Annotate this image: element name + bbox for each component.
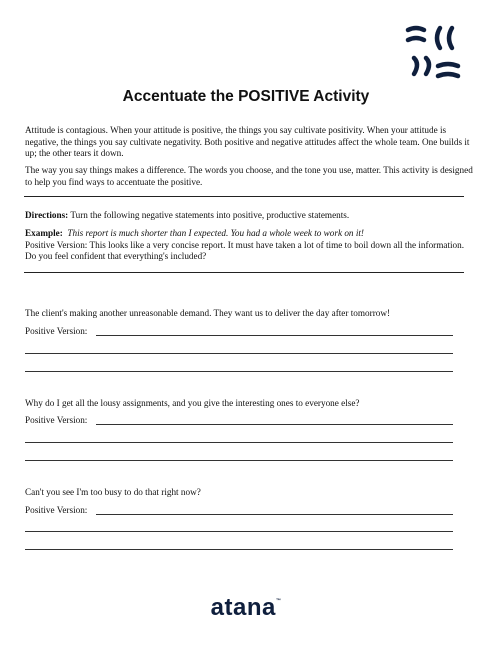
answer-line[interactable] xyxy=(96,335,453,336)
atana-logo-mark-icon xyxy=(404,22,464,82)
brand-name: atana xyxy=(210,594,276,621)
page-title: Accentuate the POSITIVE Activity xyxy=(122,88,370,105)
answer-line[interactable] xyxy=(96,514,453,515)
answer-line[interactable] xyxy=(25,371,453,372)
positive-version-label: Positive Version: xyxy=(25,415,88,425)
answer-line[interactable] xyxy=(25,549,453,550)
example-block xyxy=(25,228,473,263)
positive-version-label: Positive Version: xyxy=(25,326,88,336)
atana-wordmark xyxy=(0,594,492,622)
example-quote: This report is much shorter than I expected. You had a whole week to work on it! xyxy=(67,228,364,238)
example-label: Example: xyxy=(25,228,63,238)
question-prompt: Why do I get all the lousy assignments, and you give the interesting ones to everyone else? xyxy=(25,398,360,408)
directions-label: Directions: xyxy=(25,210,69,220)
intro-paragraph-2: The way you say things makes a difference. The words you choose, and the tone you use, matter. This activity is designed to help you find ways to accentuate the positive. xyxy=(25,165,473,187)
divider xyxy=(24,272,464,273)
example-positive: Positive Version: This looks like a very concise report. It must have taken a lot of time to boil down all the information. Do you feel confident that everything's included? xyxy=(25,239,465,262)
question-prompt: The client's making another unreasonable demand. They want us to deliver the day after tomorrow! xyxy=(25,308,391,318)
divider xyxy=(24,196,464,197)
directions-text: Turn the following negative statements into positive, productive statements. xyxy=(68,210,350,220)
answer-line[interactable] xyxy=(96,424,453,425)
intro-paragraph-1: Attitude is contagious. When your attitude is positive, the things you say cultivate positivity. When your attitude is negative, the things you say cultivate negativity. Both positive and negative attitudes affect the whole team. One builds it up; the other tears it down. xyxy=(25,125,470,159)
directions xyxy=(25,210,473,222)
trademark-mark: ™ xyxy=(275,598,282,604)
answer-line[interactable] xyxy=(25,353,453,354)
question-prompt: Can't you see I'm too busy to do that right now? xyxy=(25,487,201,497)
answer-line[interactable] xyxy=(25,442,453,443)
answer-line[interactable] xyxy=(25,531,453,532)
answer-line[interactable] xyxy=(25,460,453,461)
positive-version-label: Positive Version: xyxy=(25,505,88,515)
